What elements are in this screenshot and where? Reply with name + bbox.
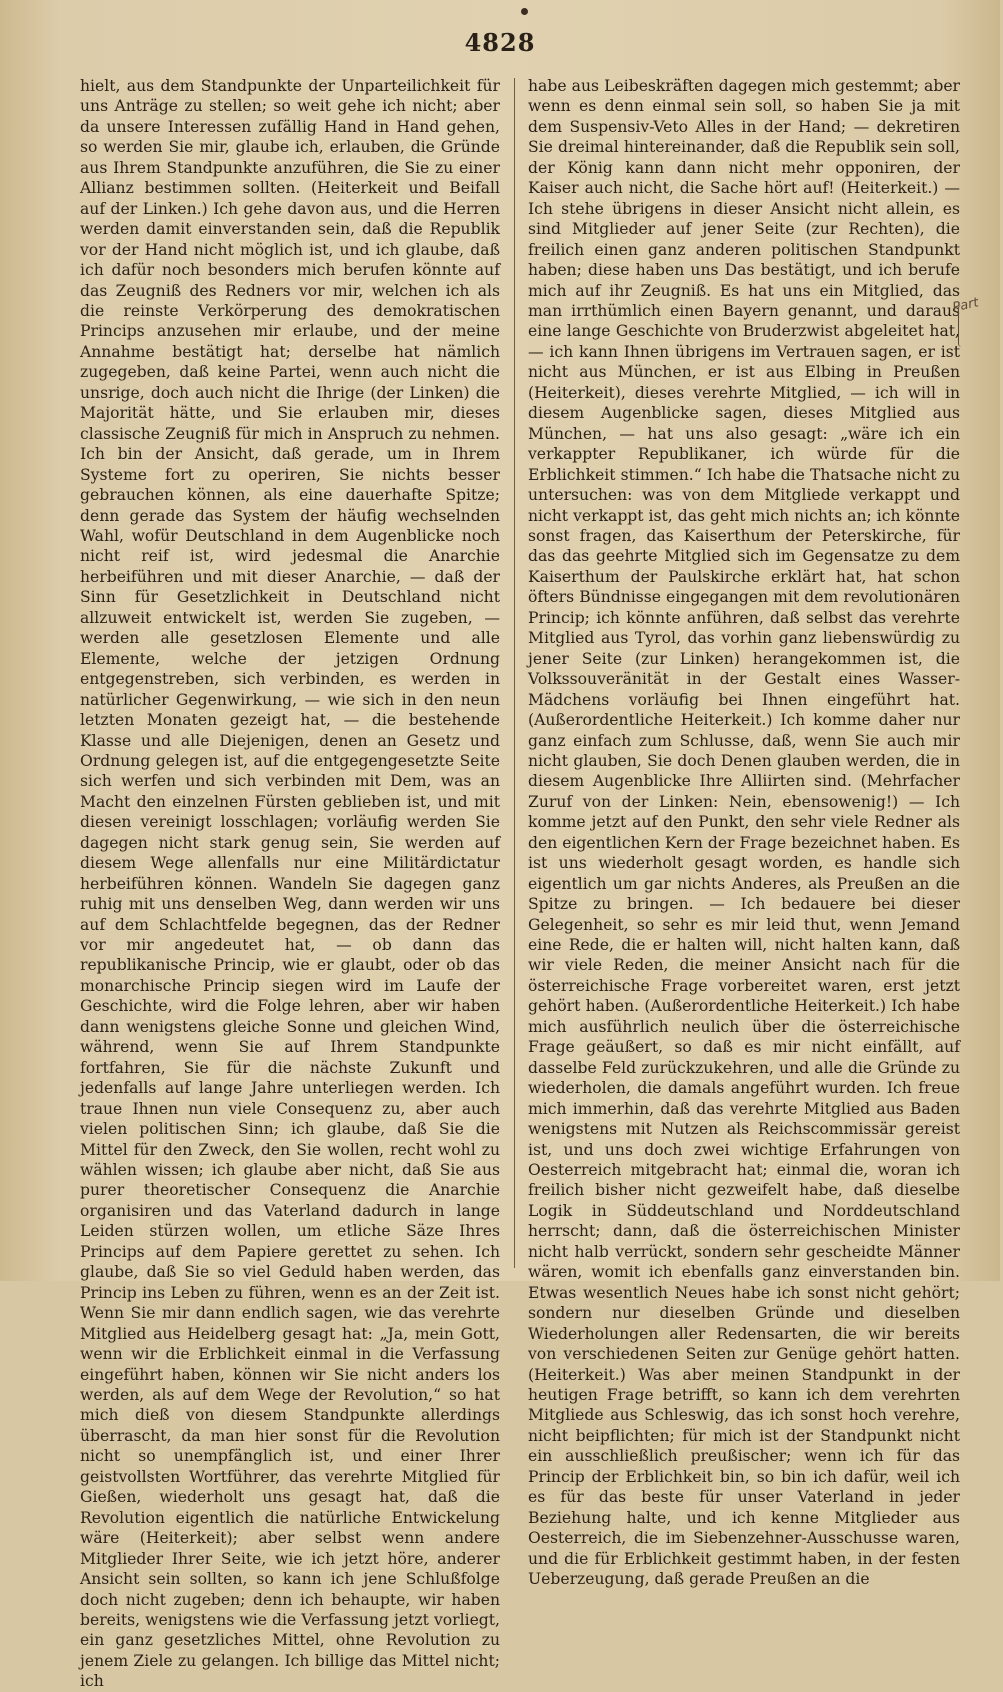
right-column-text: habe aus Leibeskräften dagegen mich gestemmt; aber wenn es denn einmal sein soll, so haben Sie ja mit dem Suspensiv-Veto Alles in der Hand; — dekretiren Sie dreimal hintereinander, daß die Republik sein soll, der König kann dann nicht mehr opponiren, der Kaiser auch nicht, die Sache hört auf! (Heiterkeit.) — Ich stehe übrigens in dieser Ansicht nicht allein, es sind Mitglieder auf jener Seite (zur Rechten), die freilich einen ganz anderen politischen Standpunkt haben; diese haben uns Das bestätigt, und ich berufe mich auf ihr Zeugniß. Es hat uns ein Mitglied, das man irrthümlich einen Bayern genannt, und daraus eine lange Geschichte von Bruderzwist abgeleitet hat, — ich kann Ihnen übrigens im Vertrauen sagen, er ist nicht aus München, er ist aus Elbing in Preußen (Heiterkeit), dieses verehrte Mitglied, — ich will in diesem Augenblicke sagen, dieses Mitglied aus München, — hat uns also gesagt: „wäre ich ein verkappter Republikaner, ich würde für die Erblichkeit stimmen.“ Ich habe die Thatsache nicht zu untersuchen: was von dem Mitgliede verkappt und nicht verkappt ist, das geht mich nichts an; ich könnte sonst fragen, das Kaiserthum der Peterskirche, für das das geehrte Mitglied sich im Gegensatze zu dem Kaiserthum der Paulskirche erklärt hat, hat schon öfters Bündnisse eingegangen mit dem revolutionären Princip; ich könnte anführen, daß selbst das verehrte Mitglied aus Tyrol, das vorhin ganz liebenswürdig zu jener Seite (zur Linken) herangekommen ist, die Volkssouveränität in der Gestalt eines Wasser-Mädchens vorläufig bei Ihnen eingeführt hat. (Außerordentliche Heiterkeit.) Ich komme daher nur ganz einfach zum Schlusse, daß, wenn Sie auch mir nicht glauben, Sie doch Denen glauben werden, die in diesem Augenblicke Ihre Alliirten sind. (Mehrfacher Zuruf von der Linken: Nein, ebensowenig!) — Ich komme jetzt auf den Punkt, den sehr viele Redner als den eigentlichen Kern der Frage bezeichnet haben. Es ist uns wiederholt gesagt worden, es handle sich eigentlich um gar nichts Anderes, als Preußen an die Spitze zu bringen. — Ich bedauere bei dieser Gelegenheit, so sehr es mir leid thut, wenn Jemand eine Rede, die er halten will, nicht halten kann, daß wir viele Reden, die meiner Ansicht nach für die österreichische Frage vorbereitet waren, erst jetzt gehört haben. (Außerordentliche Heiterkeit.) Ich habe mich ausführlich neulich über die österreichische Frage geäußert, so daß es mir nicht einfällt, auf dasselbe Feld zurückzukehren, und alle die Gründe zu wiederholen, die damals angeführt wurden. Ich freue mich immerhin, daß das verehrte Mitglied aus Baden wenigstens mit Nutzen als Reichscommissär gereist ist, und uns doch zwei wichtige Erfahrungen von Oesterreich mitgebracht hat; einmal die, woran ich freilich bisher nicht gezweifelt habe, daß dieselbe Logik in Süddeutschland und Norddeutschland herrscht; dann, daß die österreichischen Minister nicht halb verrückt, sondern sehr gescheidte Männer wären, womit ich ebenfalls ganz einverstanden bin. Etwas wesentlich Neues habe ich sonst nicht gehört; sondern nur dieselben Gründe und dieselben Wiederholungen aller Redensarten, die wir bereits von verschiedenen Seiten zur Genüge gehört hatten. (Heiterkeit.) Was aber meinen Standpunkt in der heutigen Frage betrifft, so kann ich dem verehrten Mitgliede aus Schleswig, das ich sonst hoch verehre, nicht beipflichten; für mich ist der Standpunkt nicht ein ausschließlich preußischer; wenn ich für das Princip der Erblichkeit bin, so bin ich dafür, weil ich es für das beste für unser Vaterland in jeder Beziehung halte, und ich kenne Mitglieder aus Oesterreich, die im Siebenzehner-Ausschusse waren, und die für Erblichkeit gestimmt haben, in der festen Ueberzeugung, daß gerade Preußen an die [528, 77, 961, 1589]
handwritten-margin-note: Part [951, 295, 980, 316]
page-number: 4828 [464, 28, 536, 57]
ink-dot [521, 8, 528, 15]
left-text-column [80, 76, 500, 1691]
right-text-column [528, 76, 961, 1589]
column-divider [514, 78, 515, 1268]
left-column-text: hielt, aus dem Standpunkte der Unparteilichkeit für uns Anträge zu stellen; so weit gehe ich nicht; aber da unsere Interessen zufällig Hand in Hand gehen, so werden Sie mir, glaube ich, erlauben, die Gründe aus Ihrem Standpunkte anzuführen, die Sie zu einer Allianz bestimmen sollten. (Heiterkeit und Beifall auf der Linken.) Ich gehe davon aus, und die Herren werden damit einverstanden sein, daß die Republik vor der Hand nicht möglich ist, und ich glaube, daß ich dafür noch besonders mich berufen könnte auf das Zeugniß des Redners vor mir, welchen ich als die reinste Verkörperung des demokratischen Princips anzusehen mir erlaube, und der meine Annahme bestätigt hat; derselbe hat nämlich zugegeben, daß keine Partei, wenn auch nicht die unsrige, doch auch nicht die Ihrige (der Linken) die Majorität hätte, und Sie erlauben mir, dieses classische Zeugniß für mich in Anspruch zu nehmen. Ich bin der Ansicht, daß gerade, um in Ihrem Systeme fort zu operiren, Sie nichts besser gebrauchen können, als eine dauerhafte Spitze; denn gerade das System der häufig wechselnden Wahl, wofür Deutschland in dem Augenblicke noch nicht reif ist, wird jedesmal die Anarchie herbeiführen und mit dieser Anarchie, — daß der Sinn für Gesetzlichkeit in Deutschland nicht allzuweit entwickelt ist, werden Sie zugeben, — werden alle gesetzlosen Elemente und alle Elemente, welche der jetzigen Ordnung entgegenstreben, sich verbinden, es werden in natürlicher Gegenwirkung, — wie sich in den neun letzten Monaten gezeigt hat, — die bestehende Klasse und alle Diejenigen, denen an Gesetz und Ordnung gelegen ist, auf die entgegengesetzte Seite sich werfen und sich verbinden mit Dem, was an Macht den einzelnen Fürsten geblieben ist, und mit diesen vereinigt losschlagen; vorläufig werden Sie dagegen nicht stark genug sein, Sie werden auf diesem Wege allenfalls nur eine Militärdictatur herbeiführen können. Wandeln Sie dagegen ganz ruhig mit uns denselben Weg, dann werden wir uns auf dem Schlachtfelde begegnen, das der Redner vor mir angedeutet hat, — ob dann das republikanische Princip, wie er glaubt, oder ob das monarchische Princip siegen wird im Laufe der Geschichte, wird die Folge lehren, aber wir haben dann wenigstens gleiche Sonne und gleichen Wind, während, wenn Sie auf Ihrem Standpunkte fortfahren, Sie für die nächste Zukunft und jedenfalls auf lange Jahre unterliegen werden. Ich traue Ihnen nun viele Consequenz zu, aber auch vielen politischen Sinn; ich glaube, daß Sie die Mittel für den Zweck, den Sie wollen, recht wohl zu wählen wissen; ich glaube aber nicht, daß Sie aus purer theoretischer Consequenz die Anarchie organisiren und das Vaterland dadurch in lange Leiden stürzen wollen, um etliche Säze Ihres Princips auf dem Papiere gerettet zu sehen. Ich glaube, daß Sie so viel Geduld haben werden, das Princip ins Leben zu führen, wenn es an der Zeit ist. Wenn Sie mir dann endlich sagen, wie das verehrte Mitglied aus Heidelberg gesagt hat: „Ja, mein Gott, wenn wir die Erblichkeit einmal in die Verfassung eingeführt haben, können wir Sie nicht anders los werden, als auf dem Wege der Revolution,“ so hat mich dieß von diesem Standpunkte allerdings überrascht, da man hier sonst für die Revolution nicht so unempfänglich ist, und einer Ihrer geistvollsten Wortführer, das verehrte Mitglied für Gießen, wiederholt uns gesagt hat, daß die Revolution eigentlich die natürliche Entwickelung wäre (Heiterkeit); aber selbst wenn andere Mitglieder Ihrer Seite, wie ich jetzt höre, anderer Ansicht sein sollten, so kann ich jene Schlußfolge doch nicht zugeben; denn ich behaupte, wir haben bereits, wenigstens wie die Verfassung jetzt vorliegt, ein ganz gesetzliches Mittel, ohne Revolution zu jenem Ziele zu gelangen. Ich billige das Mittel nicht; ich [80, 77, 500, 1691]
